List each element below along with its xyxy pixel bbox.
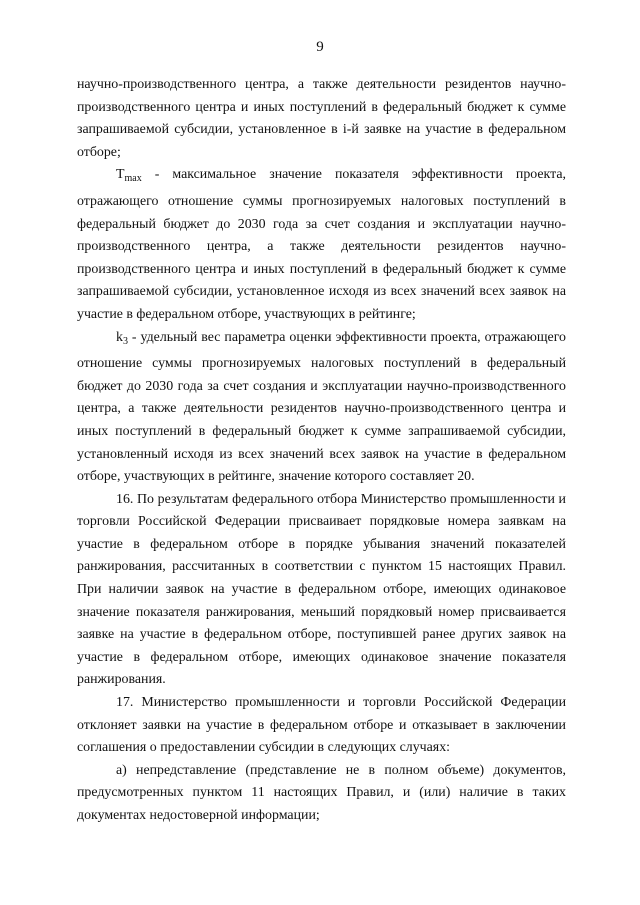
paragraph-clause-17: 17. Министерство промышленности и торговли Российской Федерации отклоняет заявки на участие в федеральном отборе и отказывает в заключении соглашения о предоставлении субсидии в следующих случаях: xyxy=(77,695,566,756)
paragraph-tmax-definition xyxy=(77,164,566,326)
symbol-subscript-3: 3 xyxy=(122,335,128,347)
tmax-definition-text: - максимальное значение показателя эффективности проекта, отражающего отношение суммы прогнозируемых налоговых поступлений в федеральный бюджет до 2030 года за счет создания и эксплуатации научно-производственного центра, а также деятельности резидентов научно-производственного центра и иных поступлений в федеральный бюджет к сумме запрашиваемой субсидии, установленное исходя из всех значений всех заявок на участие в федеральном отборе, участвующих в рейтинге; xyxy=(77,167,566,322)
symbol-subscript-max: max xyxy=(124,173,142,185)
paragraph-continuation: научно-производственного центра, а также деятельности резидентов научно-производственного центра и иных поступлений в федеральный бюджет к сумме запрашиваемой субсидии, установленное в i-й заявке на участие в федеральном отборе; xyxy=(77,77,566,160)
symbol-k: k xyxy=(116,329,123,345)
paragraph-clause-16: 16. По результатам федерального отбора Министерство промышленности и торговли Российской Федерации присваивает порядковые номера заявкам на участие в федеральном отборе в порядке убывания значений показателей ранжирования, рассчитанных в соответствии с пунктом 15 настоящих Правил. При наличии заявок на участие в федеральном отборе, имеющих одинаковое значение показателя ранжирования, меньший порядковый номер присваивается заявке на участие в федеральном отборе, поступившей ранее других заявок на участие в федеральном отборе, имеющих одинаковое значение показателя ранжирования. xyxy=(77,491,566,688)
page-number: 9 xyxy=(316,39,324,55)
paragraph-clause-17a: а) непредставление (представление не в полном объеме) документов, предусмотренных пунктом 11 настоящих Правил, и (или) наличие в таких документах недостоверной информации; xyxy=(77,762,566,823)
paragraph-k3-definition xyxy=(77,327,566,489)
document-body xyxy=(77,74,566,828)
k3-definition-text: - удельный вес параметра оценки эффективности проекта, отражающего отношение суммы прогнозируемых налоговых поступлений в федеральный бюджет до 2030 года за счет создания и эксплуатации научно-производственного центра, а также деятельности резидентов научно-производственного центра и иных поступлений в федеральный бюджет к сумме запрашиваемой субсидии, установленный исходя из всех значений всех заявок на участие в федеральном отборе, участвующих в рейтинге, значение которого составляет 20. xyxy=(77,329,566,485)
symbol-t: T xyxy=(116,167,125,183)
